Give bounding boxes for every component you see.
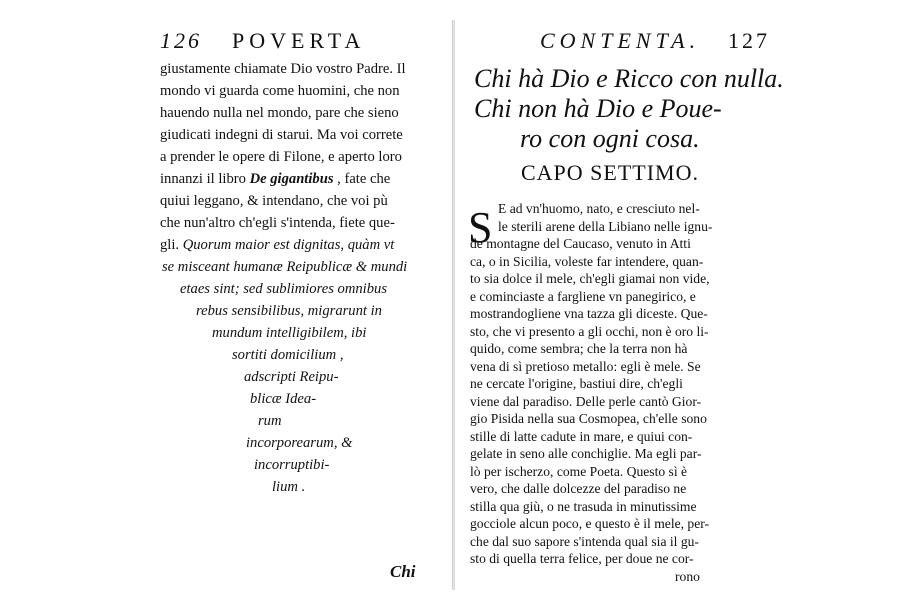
latin-quote-line: lium .	[272, 479, 306, 495]
latin-quote-line: incorporearum, &	[246, 435, 353, 451]
left-page	[150, 0, 445, 598]
text-line: a prender le opere di Filone, e aperto loro	[160, 149, 402, 165]
text-line: che nun'altro ch'egli s'intenda, fiete que-	[160, 215, 395, 231]
running-head: POVERTA	[232, 28, 366, 53]
page-number: 127	[728, 28, 770, 53]
drop-cap: S	[468, 203, 493, 252]
text-line: gocciole alcun poco, e questo è il mele, per-	[470, 516, 710, 531]
text-line: che dal suo sapore s'intenda qual sia il gu-	[470, 533, 699, 549]
latin-quote-line: sortiti domicilium ,	[232, 347, 344, 363]
text-line: sto di quella terra felice, per doue ne cor-	[470, 551, 694, 566]
latin-quote-line: incorruptibi-	[254, 457, 330, 473]
text-line: gelate in seno alle conchiglie. Ma egli par-	[470, 446, 702, 461]
right-page	[460, 0, 784, 598]
text-line: quido, come sembra; che la terra non hà	[470, 341, 688, 356]
text-fragment: gli.	[160, 237, 183, 253]
latin-quote-line: rum	[258, 413, 282, 429]
text-line: rono	[675, 568, 700, 584]
text-fragment: , fate che	[333, 171, 391, 187]
latin-quote-line: rebus sensibilibus, migrarunt in	[196, 303, 382, 319]
text-line: giudicati indegni di starui. Ma voi correte	[160, 127, 403, 143]
text-fragment: innanzi il libro	[160, 171, 250, 187]
text-line: to sia dolce il mele, ch'egli giamai non vide,	[470, 271, 710, 286]
running-head: CONTENTA.	[540, 28, 701, 53]
latin-quote-line: mundum intelligibilem, ibi	[212, 325, 367, 341]
text-line: gio Pisida nella sua Cosmopea, ch'elle sono	[470, 411, 707, 426]
book-gutter	[452, 20, 455, 590]
text-line: viene dal paradiso. Delle perle cantò Gior-	[470, 393, 702, 409]
text-line: vero, che dalle dolcezze del paradiso ne	[470, 481, 687, 496]
text-line: ne cercate l'origine, bastiui dire, ch'egli	[470, 376, 683, 391]
latin-quote: Quorum maior est dignitas, quàm vt	[182, 237, 395, 253]
text-line: le sterili arene della Libiano nelle ignu-	[498, 218, 713, 234]
catchword: Chi	[390, 562, 416, 581]
chapter-title-line: Chi hà Dio e Ricco con nulla.	[474, 64, 784, 93]
text-line: de montagne del Caucaso, venuto in Atti	[470, 236, 691, 251]
text-line	[160, 168, 390, 190]
text-line: sto, che vi presento a gli occhi, non è oro li-	[470, 323, 709, 339]
text-line	[160, 234, 394, 256]
text-line: vena di sì pretioso metallo: egli è mele. Se	[470, 358, 701, 374]
book-title: De gigantibus	[249, 171, 334, 187]
latin-quote-line: adscripti Reipu-	[244, 369, 339, 385]
chapter-title-line: ro con ogni cosa.	[520, 124, 700, 153]
text-line: mostrandogliene vna tazza gli diceste. Que-	[470, 306, 708, 321]
latin-quote-line: se misceant humanæ Reipublicæ & mundi	[162, 259, 408, 275]
text-line: mondo vi guarda come huomini, che non	[160, 83, 400, 99]
text-line: lò per ischerzo, come Poeta. Questo sì è	[470, 463, 688, 479]
page-number: 126	[160, 28, 202, 53]
text-line: e cominciaste a fargliene vn panegirico, e	[470, 288, 696, 304]
latin-quote-line: etaes sint; sed sublimiores omnibus	[180, 281, 388, 297]
text-line: hauendo nulla nel mondo, pare che sieno	[160, 105, 399, 121]
text-line: giustamente chiamate Dio vostro Padre. Il	[160, 61, 406, 77]
chapter-heading: CAPO SETTIMO.	[520, 160, 699, 185]
text-line: stilla qua giù, o ne trasuda in minutissime	[470, 498, 697, 514]
text-line: stille di latte cadute in mare, e quiui con-	[470, 428, 693, 444]
text-line: quiui leggano, & intendano, che voi pù	[160, 193, 388, 209]
chapter-title-line: Chi non hà Dio e Poue-	[474, 94, 722, 123]
text-line: E ad vn'huomo, nato, e cresciuto nel-	[498, 201, 700, 216]
text-line: ca, o in Sicilia, voleste far intendere, quan-	[470, 253, 704, 269]
latin-quote-line: blicæ Idea-	[250, 391, 317, 407]
